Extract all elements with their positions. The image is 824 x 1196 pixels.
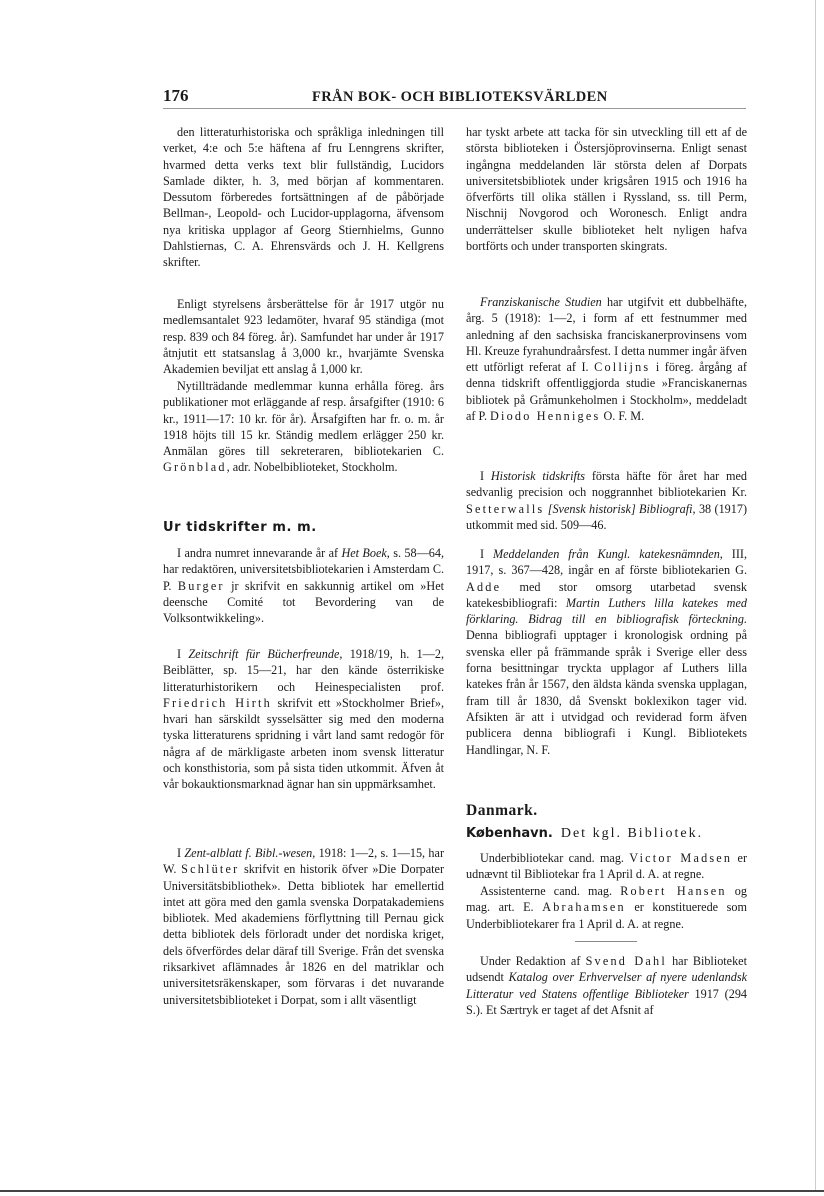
text-segment: Under Redaktion af: [480, 954, 586, 968]
text-segment: Denna bibliografi upptager i kronologisk ordning på svenska eller på främmande språk i Sverige eller dess forna besittningar tryckta upplagor af Luthers lilla katekes från år 1567, den äldsta kända svenska upplagan, fram till år 1830, då Svenskt boklexikon tager vid. Afsikten är att i utvidgad och reviderad form äfven publicera denna bibliografi i Kungl. Bibliotekets Handlingar, N. F.: [466, 628, 747, 757]
text-segment: I: [480, 469, 491, 483]
text-segment: I: [177, 846, 185, 860]
text-segment: , 1918/19, h. 1—2, Beiblätter, sp. 15—21, har den kände österrikiske litteraturhistorikern och Heinespecialisten prof.: [163, 647, 445, 694]
paragraph: [466, 546, 747, 758]
spaced-name-text: Diodo Henniges: [490, 409, 601, 424]
text-segment: skrifvit ett »Stockholmer Brief», hvari han särskildt sysselsätter sig med den moderna tyska litteraturens spridning i vårt land samt redogör för några af de märkligaste arbeten inom svensk litteratur och konsthistoria, som på sista tiden utkommit. Äfven åt vår bokauktionsmarknad ägnar han sin uppmärksamhet.: [163, 695, 444, 792]
italic-title-text: Meddelanden från Kungl. katekesnämnden,: [492, 547, 723, 561]
spaced-name-text: Abrahamsen: [542, 900, 626, 915]
paragraph: [466, 468, 747, 533]
text-segment: har Biblioteket udsendt: [466, 954, 747, 985]
spaced-name-text: Svend Dahl: [585, 954, 667, 968]
text-segment: Nytillträdande medlemmar kunna erhålla föreg. års publikationer mot erläggande af resp. årsafgifter (1910: 6 kr., 1911—17: 10 kr. för år). Årsafgiften har fr. o. m. år 1918 höjts till 15 kr. Ständig medlem erlägger 250 kr. Anmälan göres till sekreteraren, bibliotekarien C.: [163, 379, 444, 459]
italic-title-text: Franziskanische Studien: [480, 295, 602, 309]
spaced-name-text: Collijns: [594, 360, 651, 375]
separator-rule: [575, 941, 637, 942]
text-segment: Enligt styrelsens årsberättelse för år 1917 utgör nu medlemsantalet 923 ledamöter, hvaraf 95 ständiga (mot resp. 839 och 84 föreg. år). Samfundet har under år 1917 åtnjutit ett statsanslag å 3,000 kr., hvarjämte Svenska Akademien beviljat ett anslag å 1,000 kr.: [163, 297, 444, 377]
italic-title-text: Het Boek: [341, 546, 387, 560]
subsection-heading: [466, 826, 747, 842]
text-segment: första häfte för året har med sedvanlig precision och noggrannhet bibliotekarien Kr.: [466, 469, 748, 500]
paragraph: [466, 294, 747, 424]
spaced-name-text: Victor Madsen: [629, 851, 733, 865]
italic-title-text: Martin Luthers lilla katekes med förklaring. Bidrag till en bibliografisk förteckning.: [466, 595, 747, 627]
text-segment: København.: [466, 826, 553, 841]
paragraph: [163, 646, 444, 793]
spaced-name-text: Schlüter: [181, 862, 240, 877]
paragraph: [466, 850, 747, 883]
text-segment: 1917 (294 S.). Et Særtryk er taget af det Afsnit af: [466, 986, 748, 1017]
spaced-name-text: Adde: [466, 579, 502, 594]
text-segment: III, 1917, s. 367—428, ingår en af förste bibliotekarien G.: [466, 547, 747, 578]
spaced-name-text: Setterwalls: [466, 501, 545, 516]
text-segment: Assistenterne cand. mag.: [480, 884, 621, 898]
paragraph: [163, 378, 444, 476]
spaced-name-text: Robert Hansen: [620, 884, 727, 898]
text-segment: I: [177, 647, 189, 661]
section-heading: [466, 803, 747, 819]
spaced-name-text: Friedrich Hirth: [163, 695, 272, 710]
italic-title-text: Zeitschrift für Bücherfreunde: [188, 647, 340, 661]
text-segment: jr skrifvit en sakkunnig artikel om »Het deensche Comité tot Bevordering van de Volksontwikkeling».: [163, 578, 444, 626]
scan-edge-right: [815, 0, 816, 1190]
text-segment: har tyskt arbete att tacka för sin utveckling till ett af de största biblioteken i Östersjöprovinserna. Enligt senast ingångna meddelanden lär största delen af Dorpats universitetsbibliotek under krigsåren 1915 och 1916 ha öfverförts till olika ställen i Ryssland, ss. till Perm, Nischnij Novgorod och Woronesch. Enligt andra underrättelser skulle biblioteket helt nyligen hafva bortförts och under transporten skingrats.: [466, 125, 747, 254]
text-segment: er udnævnt til Bibliotekar fra 1 April d. A. at regne.: [466, 851, 748, 882]
header-rule: [163, 108, 746, 109]
text-segment: har utgifvit ett dubbelhäfte, årg. 5 (1918): 1—2, i form af ett festnummer med anledning af den sachsiska franciskanerprovinsens vom Hl. Kreuze fyrahundraårsfest. I detta nummer ingår äfven ett utförligt referat af I.: [466, 295, 747, 375]
spaced-name-text: Burger: [177, 578, 225, 593]
text-segment: med stor omsorg utarbetad svensk katekesbibliografi:: [466, 579, 747, 610]
italic-title-text: Zent-alblatt f. Bibl.-wesen,: [184, 846, 316, 860]
text-segment: O. F. M.: [600, 409, 645, 424]
running-title: FRÅN BOK- OCH BIBLIOTEKSVÄRLDEN: [312, 89, 608, 105]
text-segment: Det kgl. Bibliotek.: [560, 826, 704, 841]
text-segment: 38 (1917) utkommit med sid. 509—46.: [466, 501, 748, 532]
text-segment: , adr. Nobelbiblioteket, Stockholm.: [226, 460, 398, 475]
italic-title-text: Historisk tidskrifts: [490, 469, 586, 483]
text-segment: i föreg. årgång af denna tidskrift offentliggjorda studie »Franciskanernas bibliotek på Gråmunkeholmen i Stockholm», meddeladt af P.: [466, 360, 747, 424]
text-segment: I: [480, 547, 493, 561]
text-segment: er konstituerede som Underbibliotekarer fra 1 April d. A. at regne.: [466, 900, 747, 931]
text-segment: I andra numret innevarande år af: [177, 546, 342, 560]
paragraph: [163, 124, 444, 271]
paragraph: [466, 883, 747, 932]
text-segment: skrifvit en historik öfver »Die Dorpater Universitätsbibliothek». Detta bibliotek har emellertid intet att göra med den gamla svenska Dorpatakademiens bibliotek. Med akademiens förflyttning till Pernau gick detta bibliotek dels förloradt under det nordiska kriget, dels öfverfördes delar däraf till Sverige. Från det svenska riksarkivet aflämnades år 1826 en del matriklar och universitetsräkenskaper, som förvaras i det nuvarande universitetsbiblioteket i Dorpat, som i allt väsentligt: [163, 862, 444, 1007]
paragraph: [163, 296, 444, 377]
paragraph: [466, 124, 747, 254]
spaced-name-text: Grönblad: [163, 460, 227, 475]
paragraph: [466, 953, 747, 1018]
text-segment: Danmark.: [466, 802, 538, 819]
section-heading: [163, 520, 444, 536]
italic-title-text: [Svensk historisk] Bibliografi,: [547, 501, 696, 516]
scan-edge-bottom: [0, 1190, 824, 1192]
paragraph: [163, 845, 444, 1008]
paragraph: [163, 545, 444, 626]
text-segment: , s. 58—64, har redaktören, universitetsbibliotekarien i Amsterdam C. P.: [163, 546, 444, 593]
text-segment: Ur tidskrifter m. m.: [163, 520, 317, 535]
text-segment: og mag. art. E.: [466, 884, 747, 915]
italic-title-text: Katalog over Erhvervelser af nyere udenlandsk Litteratur ved Statens offentlige Biblioteker: [466, 970, 747, 1001]
page-number: 176: [163, 86, 189, 105]
text-segment: den litteraturhistoriska och språkliga inledningen till verket, 4:e och 5:e häftena af fru Lenngrens skrifter, hvarmed detta verks text blir fullständig, Lucidors Samlade dikter, h. 3, med början af kommentaren. Dessutom förberedes fortsättningen af de påbörjade Bellman-, Leopold- och Lucidor-upplagorna, äfvensom nya kritiska upplagor af Georg Stiernhielms, Gunno Dahlstiernas, C. A. Ehrensvärds och J. H. Kellgrens skrifter.: [163, 125, 444, 270]
text-segment: 1918: 1—2, s. 1—15, har W.: [163, 846, 444, 877]
text-segment: Underbibliotekar cand. mag.: [480, 851, 630, 865]
